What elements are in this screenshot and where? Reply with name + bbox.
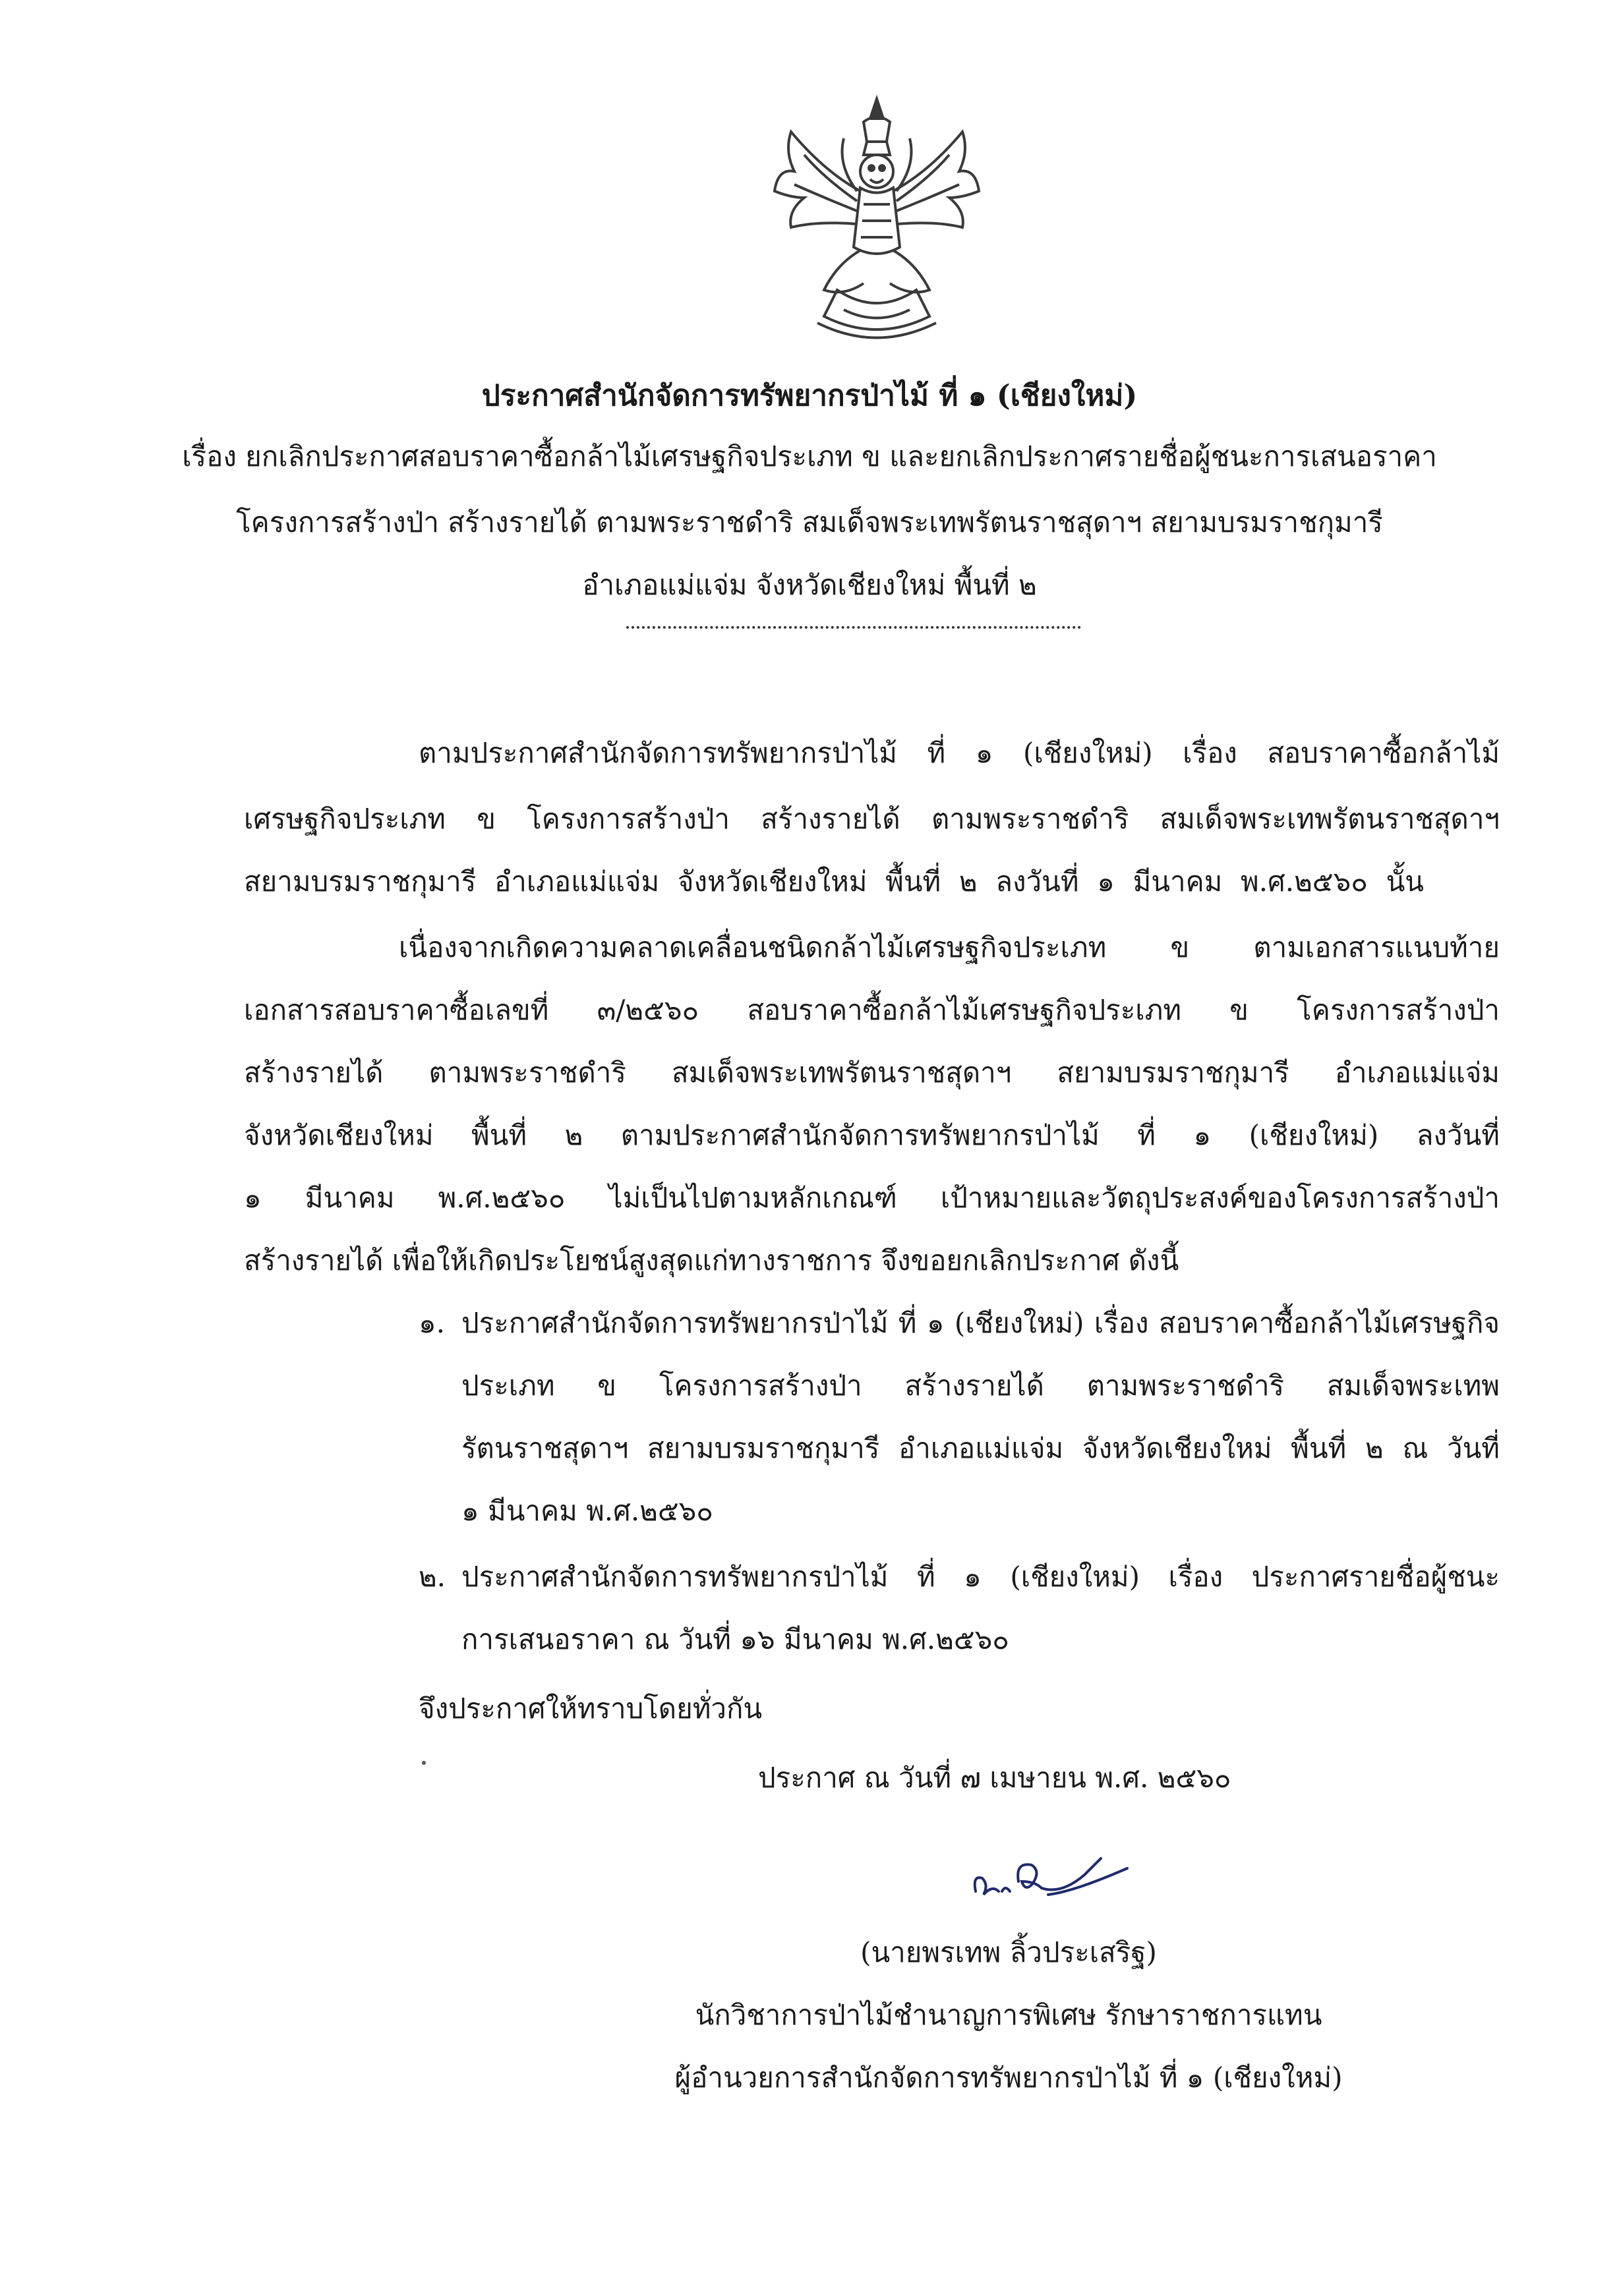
garuda-emblem-icon bbox=[765, 92, 989, 349]
item-1-line-1: ประกาศสำนักจัดการทรัพยากรป่าไม้ ที่ ๑ (เชียงใหม่) เรื่อง สอบราคาซื้อกล้าไม้เศรษฐกิจ bbox=[461, 1307, 1500, 1339]
announcement-date: ประกาศ ณ วันที่ ๗ เมษายน พ.ศ. ๒๕๖๐ bbox=[758, 1762, 1231, 1794]
signatory-position: นักวิชาการป่าไม้ชำนาญการพิเศษ รักษาราชการแทน bbox=[695, 1999, 1322, 2031]
subject-line-1: เรื่อง ยกเลิกประกาศสอบราคาซื้อกล้าไม้เศรษฐกิจประเภท ข และยกเลิกประกาศรายชื่อผู้ชนะการเสนอราคา bbox=[182, 440, 1437, 473]
signatory-office: ผู้อำนวยการสำนักจัดการทรัพยากรป่าไม้ ที่ ๑ (เชียงใหม่) bbox=[674, 2061, 1343, 2094]
para1-line-2: เศรษฐกิจประเภท ข โครงการสร้างป่า สร้างรายได้ ตามพระราชดำริ สมเด็จพระเทพรัตนราชสุดาฯ bbox=[244, 803, 1500, 835]
subject-line-3: อำเภอแม่แจ่ม จังหวัดเชียงใหม่ พื้นที่ ๒ bbox=[582, 569, 1037, 601]
item-2-line-1: ประกาศสำนักจัดการทรัพยากรป่าไม้ ที่ ๑ (เชียงใหม่) เรื่อง ประกาศรายชื่อผู้ชนะ bbox=[461, 1561, 1500, 1593]
item-2-number: ๒. bbox=[419, 1561, 446, 1593]
para2-line-4: จังหวัดเชียงใหม่ พื้นที่ ๒ ตามประกาศสำนักจัดการทรัพยากรป่าไม้ ที่ ๑ (เชียงใหม่) ลงวันที่ bbox=[244, 1119, 1500, 1151]
item-1-line-2: ประเภท ข โครงการสร้างป่า สร้างรายได้ ตามพระราชดำริ สมเด็จพระเทพ bbox=[461, 1369, 1500, 1402]
para2-line-1: เนื่องจากเกิดความคลาดเคลื่อนชนิดกล้าไม้เศรษฐกิจประเภท ข ตามเอกสารแนบท้าย bbox=[399, 931, 1500, 963]
para1-line-3: สยามบรมราชกุมารี อำเภอแม่แจ่ม จังหวัดเชียงใหม่ พื้นที่ ๒ ลงวันที่ ๑ มีนาคม พ.ศ.๒๕๖๐ นั้น bbox=[244, 865, 1424, 898]
handwritten-signature bbox=[969, 1845, 1134, 1911]
title-separator bbox=[626, 626, 1081, 629]
subject-line-2: โครงการสร้างป่า สร้างรายได้ ตามพระราชดำริ สมเด็จพระเทพรัตนราชสุดาฯ สยามบรมราชกุมารี bbox=[236, 506, 1383, 538]
stray-mark bbox=[422, 1761, 426, 1765]
para2-line-5: ๑ มีนาคม พ.ศ.๒๕๖๐ ไม่เป็นไปตามหลักเกณฑ์ เป้าหมายและวัตถุประสงค์ของโครงการสร้างป่า bbox=[244, 1182, 1500, 1214]
para1-line-1: ตามประกาศสำนักจัดการทรัพยากรป่าไม้ ที่ ๑ (เชียงใหม่) เรื่อง สอบราคาซื้อกล้าไม้ bbox=[419, 737, 1500, 769]
signatory-name: (นายพรเทพ ลิ้วประเสริฐ) bbox=[860, 1936, 1157, 1968]
item-1-line-4: ๑ มีนาคม พ.ศ.๒๕๖๐ bbox=[461, 1495, 713, 1527]
item-1-line-3: รัตนราชสุดาฯ สยามบรมราชกุมารี อำเภอแม่แจ่ม จังหวัดเชียงใหม่ พื้นที่ ๒ ณ วันที่ bbox=[461, 1432, 1500, 1464]
para2-line-6: สร้างรายได้ เพื่อให้เกิดประโยชน์สูงสุดแก่ทางราชการ จึงขอยกเลิกประกาศ ดังนี้ bbox=[244, 1244, 1179, 1277]
para2-line-3: สร้างรายได้ ตามพระราชดำริ สมเด็จพระเทพรัตนราชสุดาฯ สยามบรมราชกุมารี อำเภอแม่แจ่ม bbox=[244, 1056, 1500, 1089]
closing-statement: จึงประกาศให้ทราบโดยทั่วกัน bbox=[419, 1692, 763, 1725]
para2-line-2: เอกสารสอบราคาซื้อเลขที่ ๓/๒๕๖๐ สอบราคาซื้อกล้าไม้เศรษฐกิจประเภท ข โครงการสร้างป่า bbox=[244, 994, 1500, 1026]
item-2-line-2: การเสนอราคา ณ วันที่ ๑๖ มีนาคม พ.ศ.๒๕๖๐ bbox=[461, 1623, 1009, 1655]
item-1-number: ๑. bbox=[419, 1307, 446, 1339]
document-title: ประกาศสำนักจัดการทรัพยากรป่าไม้ ที่ ๑ (เชียงใหม่) bbox=[481, 379, 1138, 413]
